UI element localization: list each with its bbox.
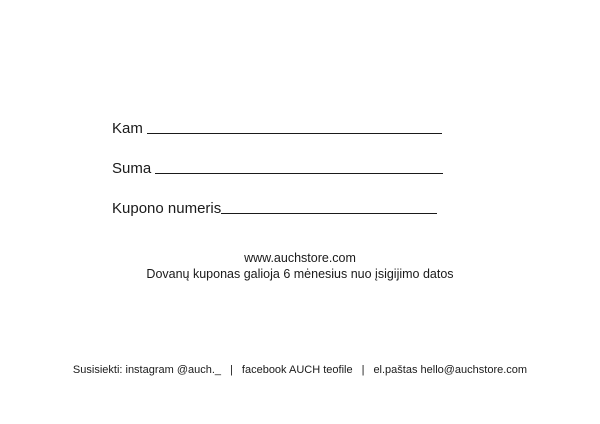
contact-footer — [0, 364, 600, 376]
separator: | — [230, 364, 233, 376]
to-field — [112, 115, 442, 137]
separator: | — [361, 364, 365, 376]
coupon-number-underline — [221, 212, 437, 214]
validity-text: Dovanų kuponas galioja 6 mėnesius nuo įsigijimo datos — [146, 267, 454, 281]
facebook-contact: facebook AUCH teofile — [241, 364, 353, 376]
coupon-number-field — [112, 195, 437, 217]
amount-underline — [155, 172, 443, 174]
amount-label: Suma — [112, 160, 152, 177]
coupon-info — [0, 250, 600, 282]
instagram-contact: Susisiekti: instagram @auch._ — [72, 364, 222, 376]
to-underline — [147, 132, 442, 134]
coupon-number-label: Kupono numeris — [112, 200, 222, 217]
amount-field — [112, 155, 443, 177]
to-label: Kam — [112, 120, 143, 137]
website-text: www.auchstore.com — [244, 251, 356, 265]
email-contact: el.paštas hello@auchstore.com — [373, 364, 528, 376]
